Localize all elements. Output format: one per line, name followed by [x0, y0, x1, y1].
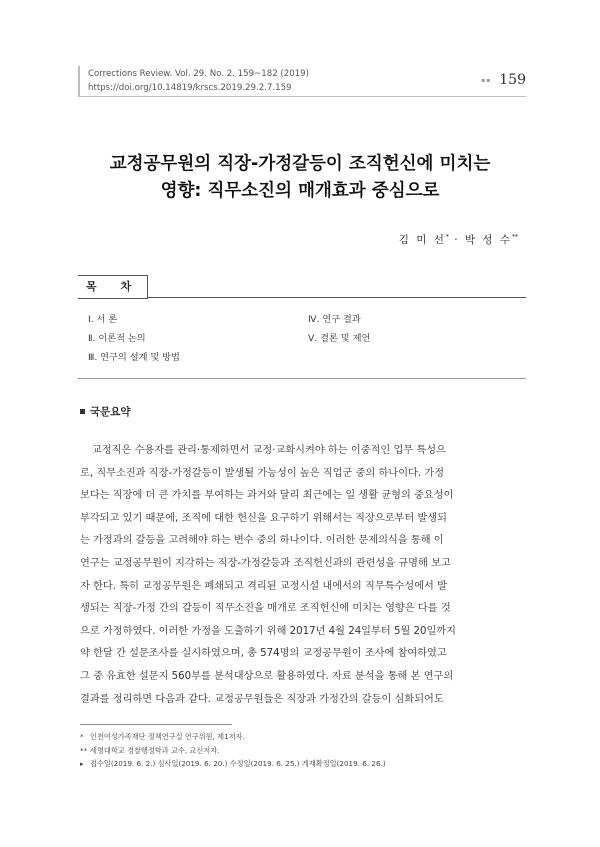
abstract-line: 는 가정과의 갈등을 고려해야 하는 변수 중의 하나이다. 이러한 문제의식을 통해 이	[80, 535, 444, 547]
footnote-rule	[80, 724, 232, 725]
toc-body	[78, 298, 526, 379]
page-marker-icon: ▪▪	[481, 76, 492, 84]
abstract-line: 연구는 교정공무원이 지각하는 직장-가정갈등과 조직헌신과의 관련성을 규명해 보고	[80, 557, 451, 569]
toc-item-theory[interactable]: Ⅱ. 이론적 논의	[88, 333, 146, 344]
journal-info: Corrections Review. Vol. 29. No. 2. 159~182 (2019)	[88, 69, 309, 79]
header-rule	[78, 96, 526, 97]
author-2: 박 성 수	[464, 234, 512, 246]
doi-link[interactable]: https://doi.org/10.14819/krscs.2019.29.2.7.159	[88, 83, 292, 93]
footnote-text: 접수일(2019. 6. 2.) 심사일(2019. 6. 20.) 수정일(2019. 6. 25.) 게재확정일(2019. 6. 26.)	[90, 759, 386, 768]
paper-title	[60, 151, 540, 205]
abstract-line: 약 한달 간 설문조사를 실시하였으며, 총 574명의 교정공무원이 조사에 참여하였고	[80, 648, 447, 660]
abstract-line: 교정직은 수용자를 관리·통제하면서 교정·교화시켜야 하는 이중적인 업무 특성으	[92, 445, 446, 456]
abstract-line: 그 중 유효한 설문지 560부를 분석대상으로 활용하였다. 자료 분석을 통해 본 연구의	[80, 670, 454, 682]
arrow-bullet-icon: ▸	[80, 759, 84, 768]
abstract-line: 생되는 직장-가정 간의 갈등이 직무소진을 매개로 조직헌신에 미치는 영향은 다를 것	[80, 603, 451, 615]
author-2-mark: **	[512, 233, 518, 241]
author-1-mark: *	[445, 233, 449, 241]
footnote-text: 인천여성가족재단 정책연구실 연구위원, 제1저자.	[90, 732, 245, 741]
toc-item-method[interactable]: Ⅲ. 연구의 설계 및 방법	[88, 352, 180, 363]
page-number-block	[481, 72, 526, 88]
footnote-dates	[80, 757, 386, 771]
abstract-line: 으로 가정하였다. 이러한 가정을 도출하기 위해 2017년 4월 24일부터 5월 20일까지	[80, 625, 456, 637]
toc-left-column	[88, 310, 180, 367]
footnote-author-2	[80, 744, 386, 758]
authors	[399, 232, 518, 247]
title-line-1: 교정공무원의 직장-가정갈등이 조직헌신에 미치는	[109, 154, 491, 174]
abstract-heading	[80, 404, 131, 419]
toc-item-results[interactable]: Ⅳ. 연구 결과	[308, 314, 361, 325]
title-line-2: 영향: 직무소진의 매개효과 중심으로	[160, 181, 440, 201]
author-separator: ·	[448, 234, 465, 246]
toc-right-column	[308, 310, 370, 348]
author-1: 김 미 선	[398, 234, 446, 246]
footnotes	[80, 730, 386, 771]
abstract-line: 결과를 정리하면 다음과 같다. 교정공무원들은 직장과 가정간의 갈등이 심화되어도	[80, 693, 444, 705]
abstract-heading-text: 국문요약	[90, 406, 131, 418]
footnote-text: 세명대학교 경찰행정학과 교수, 교신저자.	[90, 745, 220, 755]
toc-header	[78, 274, 526, 298]
toc-item-introduction[interactable]: Ⅰ. 서 론	[88, 314, 118, 325]
square-bullet-icon	[80, 409, 85, 414]
footnote-mark: *	[80, 732, 84, 741]
toc-item-conclusion[interactable]: Ⅴ. 결론 및 제언	[308, 333, 371, 344]
footnote-mark: **	[80, 745, 88, 755]
header-vertical-rule	[78, 66, 80, 96]
page-number: 159	[499, 72, 526, 88]
abstract-body	[80, 440, 525, 711]
table-of-contents	[78, 274, 526, 379]
footnote-author-1	[80, 730, 386, 744]
abstract-line: 자 한다. 특히 교정공무원은 폐쇄되고 격리된 교정시설 내에서의 직무특수성에서 발	[80, 580, 447, 592]
journal-citation	[88, 67, 309, 95]
abstract-line: 보다는 직장에 더 큰 가치를 부여하는 과거와 달리 최근에는 일 생활 균형의 중요성이	[80, 490, 454, 502]
abstract-line: 로, 직무소진과 직장-가정갈등이 발생될 가능성이 높은 직업군 중의 하나이다. 가정	[80, 467, 445, 479]
abstract-line: 부각되고 있기 때문에, 조직에 대한 헌신을 요구하기 위해서는 직장으로부터 발생되	[80, 512, 447, 524]
toc-heading: 목 차	[78, 275, 148, 298]
